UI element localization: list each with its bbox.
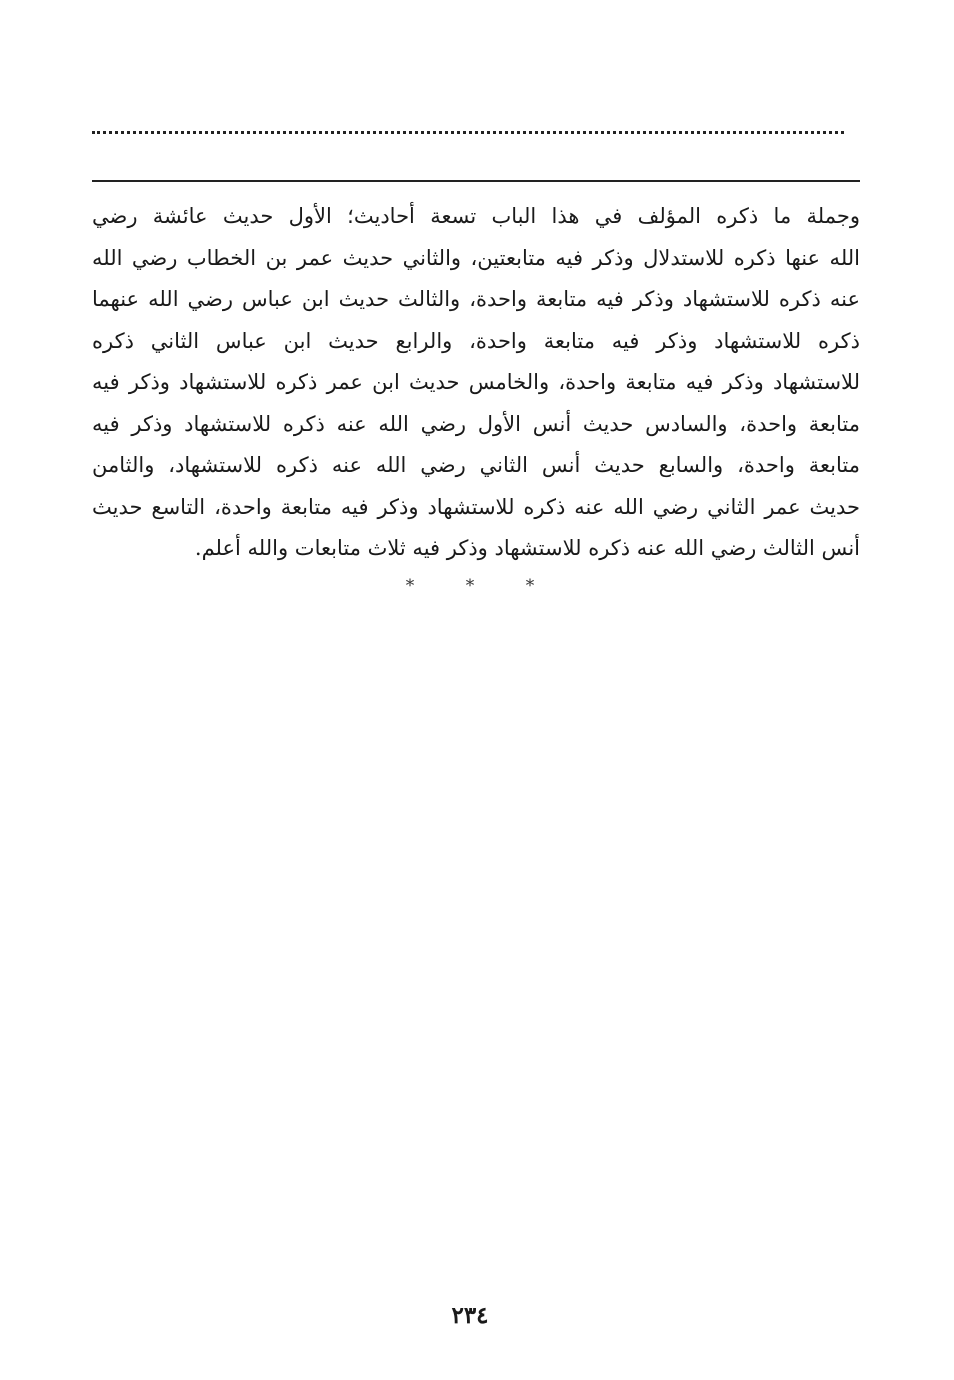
star-glyph: * (525, 576, 535, 596)
horizontal-rule (92, 180, 860, 182)
text-line: للاستشهاد وذكر فيه متابعة واحدة، والخامس حديث ابن عمر ذكره للاستشهاد وذكر فيه (92, 370, 860, 394)
body-paragraph (92, 196, 860, 570)
text-line: عنه ذكره للاستشهاد وذكر فيه متابعة واحدة، والثالث حديث ابن عباس رضي الله عنهما (92, 287, 860, 311)
text-line: حديث عمر الثاني رضي الله عنه ذكره للاستشهاد وذكر فيه متابعة واحدة، التاسع حديث (92, 494, 860, 519)
text-line: ذكره للاستشهاد وذكر فيه متابعة واحدة، والرابع حديث ابن عباس الثاني ذكره (92, 328, 860, 353)
text-line: الله عنها ذكره للاستدلال وذكر فيه متابعتين، والثاني حديث عمر بن الخطاب رضي الله (92, 245, 860, 270)
section-end-stars (400, 576, 540, 596)
text-line: متابعة واحدة، والسابع حديث أنس الثاني رضي الله عنه ذكره للاستشهاد، والثامن (92, 453, 860, 477)
page-number: ٢٣٤ (451, 1302, 489, 1329)
text-line: أنس الثالث رضي الله عنه ذكره للاستشهاد وذكر فيه ثلاث متابعات والله أعلم. (194, 536, 860, 560)
star-glyph: * (405, 576, 415, 596)
text-line: متابعة واحدة، والسادس حديث أنس الأول رضي الله عنه ذكره للاستشهاد وذكر فيه (92, 411, 860, 436)
dotted-separator (92, 122, 844, 134)
text-line: وجملة ما ذكره المؤلف في هذا الباب تسعة أحاديث؛ الأول حديث عائشة رضي (92, 204, 860, 228)
star-glyph: * (465, 576, 475, 596)
